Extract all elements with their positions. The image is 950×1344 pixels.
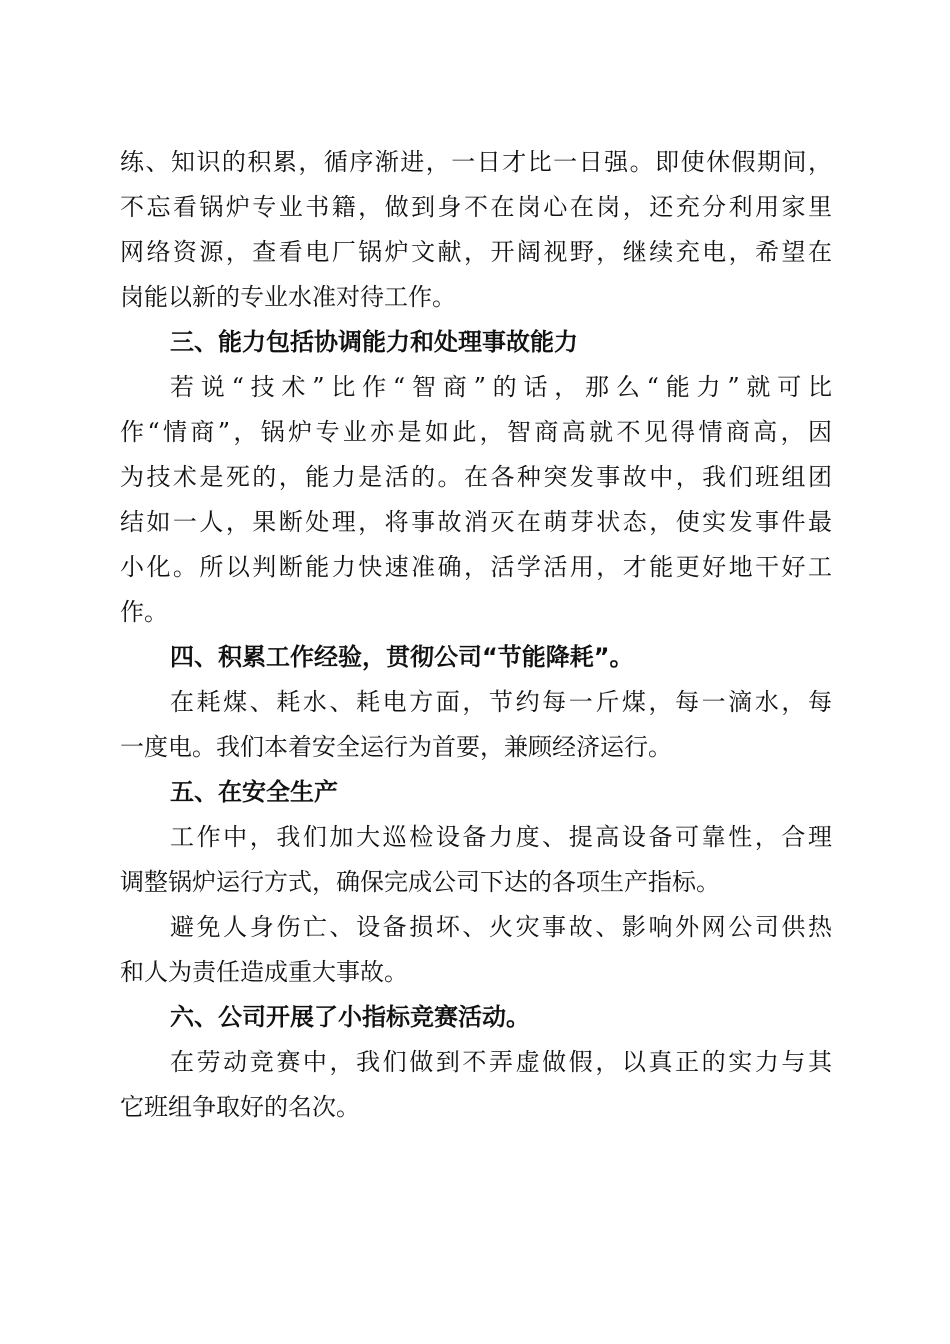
text-line: 岗能以新的专业水准对待工作。 <box>120 283 456 311</box>
text-line: 网络资源，查看电厂锅炉文献，开阔视野，继续充电，希望在 <box>120 238 832 266</box>
body-paragraph <box>120 140 832 320</box>
text-line: 在耗煤、耗水、耗电方面，节约每一斤煤，每一滴水，每 <box>170 688 832 716</box>
heading-text: 三、能力包括协调能力和处理事故能力 <box>170 328 578 356</box>
body-paragraph <box>120 365 832 635</box>
section-heading <box>120 635 832 680</box>
text-line: 工作中，我们加大巡检设备力度、提高设备可靠性，合理 <box>170 823 832 851</box>
text-line: 它班组争取好的名次。 <box>120 1093 360 1121</box>
text-line: 结如一人，果断处理，将事故消灭在萌芽状态，使实发事件最 <box>120 508 832 536</box>
text-line: 一度电。我们本着安全运行为首要，兼顾经济运行。 <box>120 733 672 761</box>
text-line: 小化。所以判断能力快速准确，活学活用，才能更好地干好工 <box>120 553 832 581</box>
text-line: 不忘看锅炉专业书籍，做到身不在岗心在岗，还充分利用家里 <box>120 193 832 221</box>
text-line: 若说“技术”比作“智商”的话，那么“能力”就可比 <box>170 373 832 401</box>
section-heading <box>120 770 832 815</box>
text-line: 调整锅炉运行方式，确保完成公司下达的各项生产指标。 <box>120 868 720 896</box>
heading-text: 五、在安全生产 <box>170 778 338 806</box>
text-line: 避免人身伤亡、设备损坏、火灾事故、影响外网公司供热 <box>170 913 832 941</box>
body-paragraph <box>120 680 832 770</box>
text-line: 作“情商”，锅炉专业亦是如此，智商高就不见得情商高，因 <box>120 418 832 446</box>
heading-text: 六、公司开展了小指标竞赛活动。 <box>170 1003 530 1031</box>
section-heading <box>120 995 832 1040</box>
body-paragraph <box>120 815 832 905</box>
text-line: 练、知识的积累，循序渐进，一日才比一日强。即使休假期间， <box>120 148 832 176</box>
text-line: 在劳动竞赛中，我们做到不弄虚做假，以真正的实力与其 <box>170 1048 832 1076</box>
heading-text: 四、积累工作经验，贯彻公司“节能降耗”。 <box>170 643 634 671</box>
text-line: 为技术是死的，能力是活的。在各种突发事故中，我们班组团 <box>120 463 832 491</box>
document-page <box>120 140 832 1130</box>
body-paragraph <box>120 905 832 995</box>
text-line: 和人为责任造成重大事故。 <box>120 958 408 986</box>
body-paragraph <box>120 1040 832 1130</box>
text-line: 作。 <box>120 598 168 626</box>
section-heading <box>120 320 832 365</box>
